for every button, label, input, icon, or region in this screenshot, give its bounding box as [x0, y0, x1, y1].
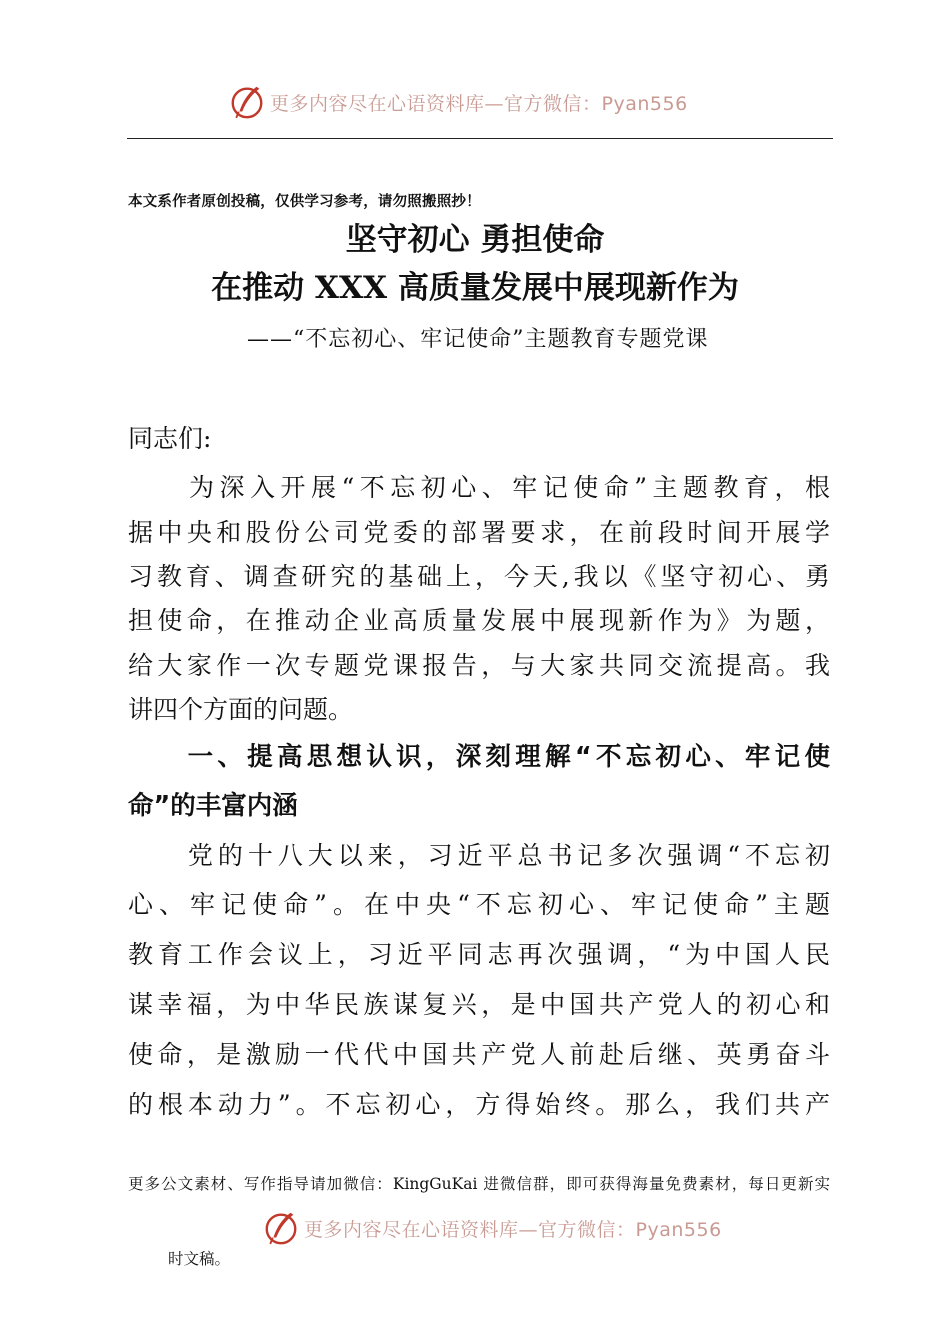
- para2-line: 谋幸福，为中华民族谋复兴，是中国共产党人的初心和: [128, 990, 830, 1019]
- header-divider: [127, 138, 833, 139]
- para1-line: 习教育、调查研究的基础上，今天,我以《坚守初心、勇: [128, 562, 830, 591]
- section-heading-line: 一、提高思想认识，深刻理解“不忘初心、牢记使: [128, 742, 830, 772]
- footer-note-end: 时文稿。: [168, 1250, 231, 1268]
- para2-line: 党的十八大以来，习近平总书记多次强调“不忘初: [128, 841, 830, 870]
- footer-banner-text: 更多内容尽在心语资料库—官方微信：Pyan556: [304, 1218, 722, 1241]
- header-wechat-id: Pyan556: [601, 92, 688, 115]
- title-line-2: 在推动 XXX 高质量发展中展现新作为: [211, 270, 739, 306]
- subtitle: ——“不忘初心、牢记使命”主题教育专题党课: [247, 327, 709, 352]
- copyright-notice: 本文系作者原创投稿，仅供学习参考，请勿照搬照抄！: [128, 193, 481, 210]
- header-banner-text: 更多内容尽在心语资料库—官方微信：Pyan556: [270, 92, 688, 115]
- para1-line: 给大家作一次专题党课报告，与大家共同交流提高。我: [128, 651, 830, 680]
- para1-line: 为深入开展“不忘初心、牢记使命”主题教育，根: [128, 473, 830, 502]
- section-heading-line: 命”的丰富内涵: [128, 791, 298, 821]
- para2-line: 使命，是激励一代代中国共产党人前赴后继、英勇奋斗: [128, 1040, 830, 1069]
- para1-line: 讲四个方面的问题。: [128, 695, 354, 724]
- footer-banner: [262, 1208, 722, 1248]
- greeting: 同志们:: [128, 424, 212, 453]
- header-banner: [228, 82, 688, 122]
- para2-line: 心、牢记使命”。在中央“不忘初心、牢记使命”主题: [128, 890, 830, 919]
- para1-line: 据中央和股份公司党委的部署要求，在前段时间开展学: [128, 518, 830, 547]
- para2-line: 的根本动力”。不忘初心，方得始终。那么，我们共产: [128, 1090, 830, 1119]
- footer-note: 更多公文素材、写作指导请加微信：KingGuKai 进微信群，即可获得海量免费素材，每日更新实: [128, 1175, 830, 1193]
- footer-wechat-id: Pyan556: [635, 1218, 722, 1241]
- para2-line: 教育工作会议上，习近平同志再次强调，“为中国人民: [128, 940, 830, 969]
- title-line-1: 坚守初心 勇担使命: [345, 222, 605, 258]
- para1-line: 担使命，在推动企业高质量发展中展现新作为》为题，: [128, 606, 830, 635]
- quill-pen-logo-icon: [228, 83, 266, 121]
- quill-pen-logo-icon: [262, 1209, 300, 1247]
